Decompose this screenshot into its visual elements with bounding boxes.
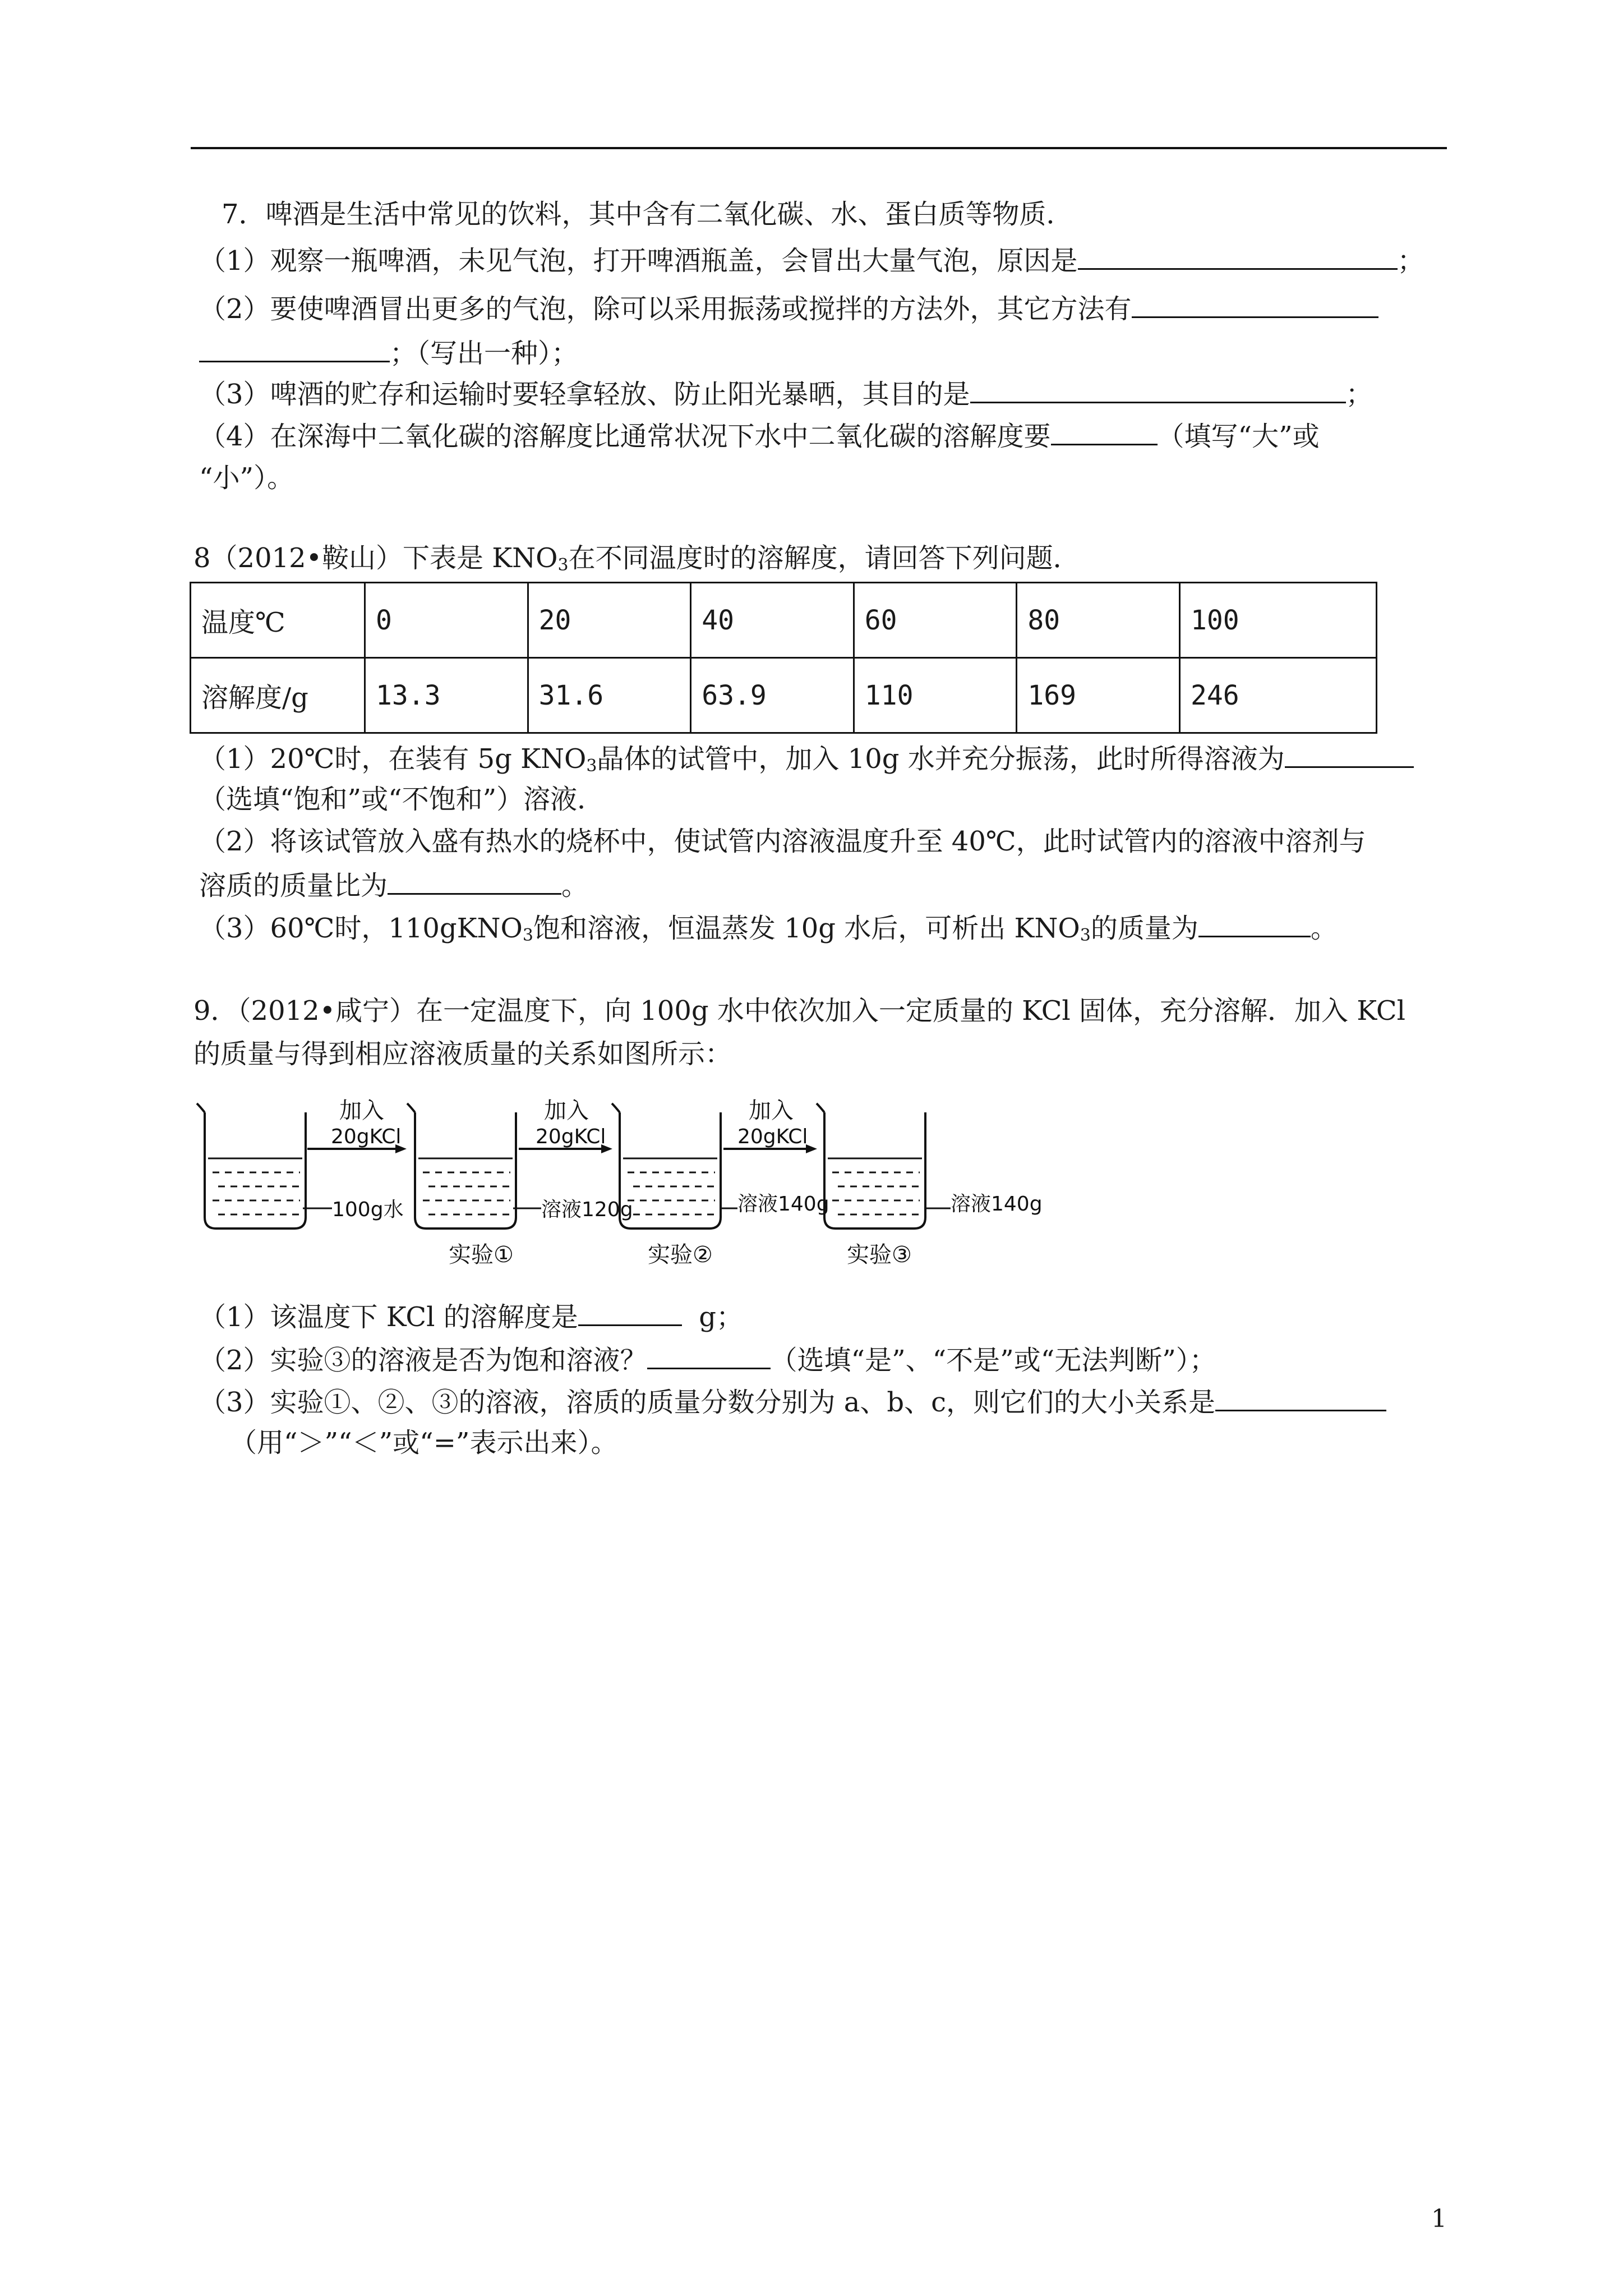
- solubility-table: [190, 582, 1377, 734]
- add-label-3: 加入: [749, 1098, 794, 1124]
- solution-label-1: 溶液120g: [541, 1198, 633, 1221]
- q9-part3-text: （3）实验①、②、③的溶液，溶质的质量分数分别为 a、b、c，则它们的大小关系是: [199, 1387, 1216, 1418]
- experiment-1-label: 实验①: [449, 1242, 514, 1268]
- page-number: 1: [1431, 2205, 1447, 2233]
- q8-part3-post: 的质量为: [1090, 913, 1198, 944]
- q9-answer-blank-3[interactable]: [1215, 1384, 1386, 1411]
- q7-part3: [199, 376, 1373, 411]
- q8-title: [193, 541, 1080, 582]
- q8-part3-pre: （3）60℃时，110gKNO: [199, 913, 523, 944]
- q8-title-post: 在不同温度时的溶解度，请回答下列问题．: [568, 542, 1080, 574]
- table-cell: 110: [854, 658, 1017, 733]
- beaker-exp1: [407, 1103, 516, 1228]
- q7-part3-text: （3）啤酒的贮存和运输时要轻拿轻放、防止阳光暴晒，其目的是: [199, 379, 970, 410]
- table-cell-label: 溶解度/g: [191, 658, 365, 733]
- q7-part2-cont: [199, 335, 578, 370]
- q8-part3-mid: 饱和溶液，恒温蒸发 10g 水后，可析出 KNO: [533, 913, 1080, 944]
- q8-title-pre: 8（2012•鞍山）下表是 KNO: [193, 542, 558, 574]
- q8-part1-pre: （1）20℃时，在装有 5g KNO: [199, 743, 587, 775]
- q9-title: 9．（2012•咸宁）在一定温度下，向 100g 水中依次加入一定质量的 KCl 固体，充分溶解．加入 KCl: [193, 995, 1405, 1027]
- q7-answer-blank-2b[interactable]: [199, 335, 390, 362]
- beaker-exp3: [817, 1103, 925, 1228]
- q8-part3: [199, 910, 1338, 953]
- table-cell: 31.6: [528, 658, 691, 733]
- q7-part3-end: ；: [1345, 379, 1373, 410]
- q8-part3-sub: 3: [522, 926, 533, 945]
- table-row-temperature: [191, 583, 1377, 658]
- table-row-solubility: [191, 658, 1377, 733]
- add-label-1: 加入: [339, 1098, 384, 1124]
- beaker-water: [197, 1103, 306, 1228]
- q9-part1-unit: g；: [699, 1301, 743, 1333]
- table-cell: 0: [365, 583, 528, 658]
- q7-answer-blank-2a[interactable]: [1132, 291, 1378, 318]
- experiment-2-label: 实验②: [648, 1242, 713, 1268]
- q8-part1-cont: （选填“饱和”或“不饱和”）溶液．: [199, 784, 605, 815]
- solution-label-2: 溶液140g: [737, 1193, 829, 1216]
- add-amount-1: 20gKCl: [331, 1125, 402, 1148]
- q9-part3: [199, 1384, 1386, 1419]
- q7-part2: [199, 291, 1378, 326]
- table-cell: 60: [854, 583, 1017, 658]
- q8-answer-blank-1[interactable]: [1285, 740, 1414, 768]
- table-cell: 80: [1017, 583, 1180, 658]
- q7-part1-end: ；: [1397, 245, 1424, 277]
- table-cell: 169: [1017, 658, 1180, 733]
- table-cell: 246: [1180, 658, 1377, 733]
- q7-answer-blank-3[interactable]: [970, 376, 1346, 403]
- q7-answer-blank-1[interactable]: [1078, 242, 1398, 270]
- q7-part4-tail: （填写“大”或: [1157, 421, 1320, 452]
- q7-part4: [199, 418, 1320, 453]
- q7-part1-text: （1）观察一瓶啤酒，未见气泡，打开啤酒瓶盖，会冒出大量气泡，原因是: [199, 245, 1078, 277]
- water-label: 100g水: [332, 1198, 404, 1221]
- q8-part1-post: 晶体的试管中，加入 10g 水并充分振荡，此时所得溶液为: [597, 743, 1285, 775]
- q9-part1-text: （1）该温度下 KCl 的溶解度是: [199, 1301, 578, 1333]
- add-amount-2: 20gKCl: [536, 1125, 606, 1148]
- q9-answer-blank-2[interactable]: [647, 1342, 771, 1369]
- table-cell: 40: [691, 583, 854, 658]
- add-amount-3: 20gKCl: [737, 1125, 808, 1148]
- q9-answer-blank-1[interactable]: [578, 1299, 682, 1326]
- kcl-dissolution-figure: [191, 1088, 1066, 1273]
- q7-part4-text: （4）在深海中二氧化碳的溶解度比通常状况下水中二氧化碳的溶解度要: [199, 421, 1051, 452]
- q8-part2-cont: [199, 867, 588, 903]
- q9-part2: [199, 1342, 1216, 1377]
- table-cell: 20: [528, 583, 691, 658]
- q7-part2-cont-text: ；（写出一种）；: [390, 338, 579, 369]
- q7-part4-cont: “小”）。: [199, 462, 294, 494]
- header-rule: [191, 147, 1447, 149]
- q7-part1: [199, 242, 1424, 278]
- table-cell: 13.3: [365, 658, 528, 733]
- q8-title-sub: 3: [557, 555, 569, 575]
- q8-part3-end: 。: [1310, 913, 1338, 944]
- q9-part3-cont: （用“＞”“＜”或“=”表示出来）。: [230, 1427, 618, 1458]
- q8-part2-end: 。: [561, 870, 589, 901]
- table-cell: 63.9: [691, 658, 854, 733]
- q7-title: 7．啤酒是生活中常见的饮料，其中含有二氧化碳、水、蛋白质等物质．: [222, 199, 1073, 230]
- add-label-2: 加入: [544, 1098, 589, 1124]
- q8-part1: [199, 740, 1414, 783]
- q9-part2-tail: （选填“是”、“不是”或“无法判断”）；: [770, 1345, 1216, 1376]
- q8-part2: （2）将该试管放入盛有热水的烧杯中，使试管内溶液温度升至 40℃，此时试管内的溶液中溶剂与: [199, 826, 1366, 857]
- q8-answer-blank-2[interactable]: [388, 867, 561, 895]
- q8-answer-blank-3[interactable]: [1198, 910, 1311, 937]
- q8-part3-sub2: 3: [1080, 926, 1091, 945]
- q9-part1: [199, 1299, 743, 1334]
- table-cell: 100: [1180, 583, 1377, 658]
- q8-part2-cont-text: 溶质的质量比为: [199, 870, 388, 901]
- q9-title-cont: 的质量与得到相应溶液质量的关系如图所示：: [193, 1038, 732, 1070]
- q7-answer-blank-4[interactable]: [1051, 418, 1158, 445]
- table-cell-label: 温度℃: [191, 583, 365, 658]
- q8-part1-sub: 3: [586, 756, 597, 776]
- experiment-3-label: 实验③: [847, 1242, 912, 1268]
- solution-label-3: 溶液140g: [951, 1193, 1043, 1216]
- q9-part2-text: （2）实验③的溶液是否为饱和溶液？: [199, 1345, 647, 1376]
- q7-part2-text: （2）要使啤酒冒出更多的气泡，除可以采用振荡或搅拌的方法外，其它方法有: [199, 293, 1132, 325]
